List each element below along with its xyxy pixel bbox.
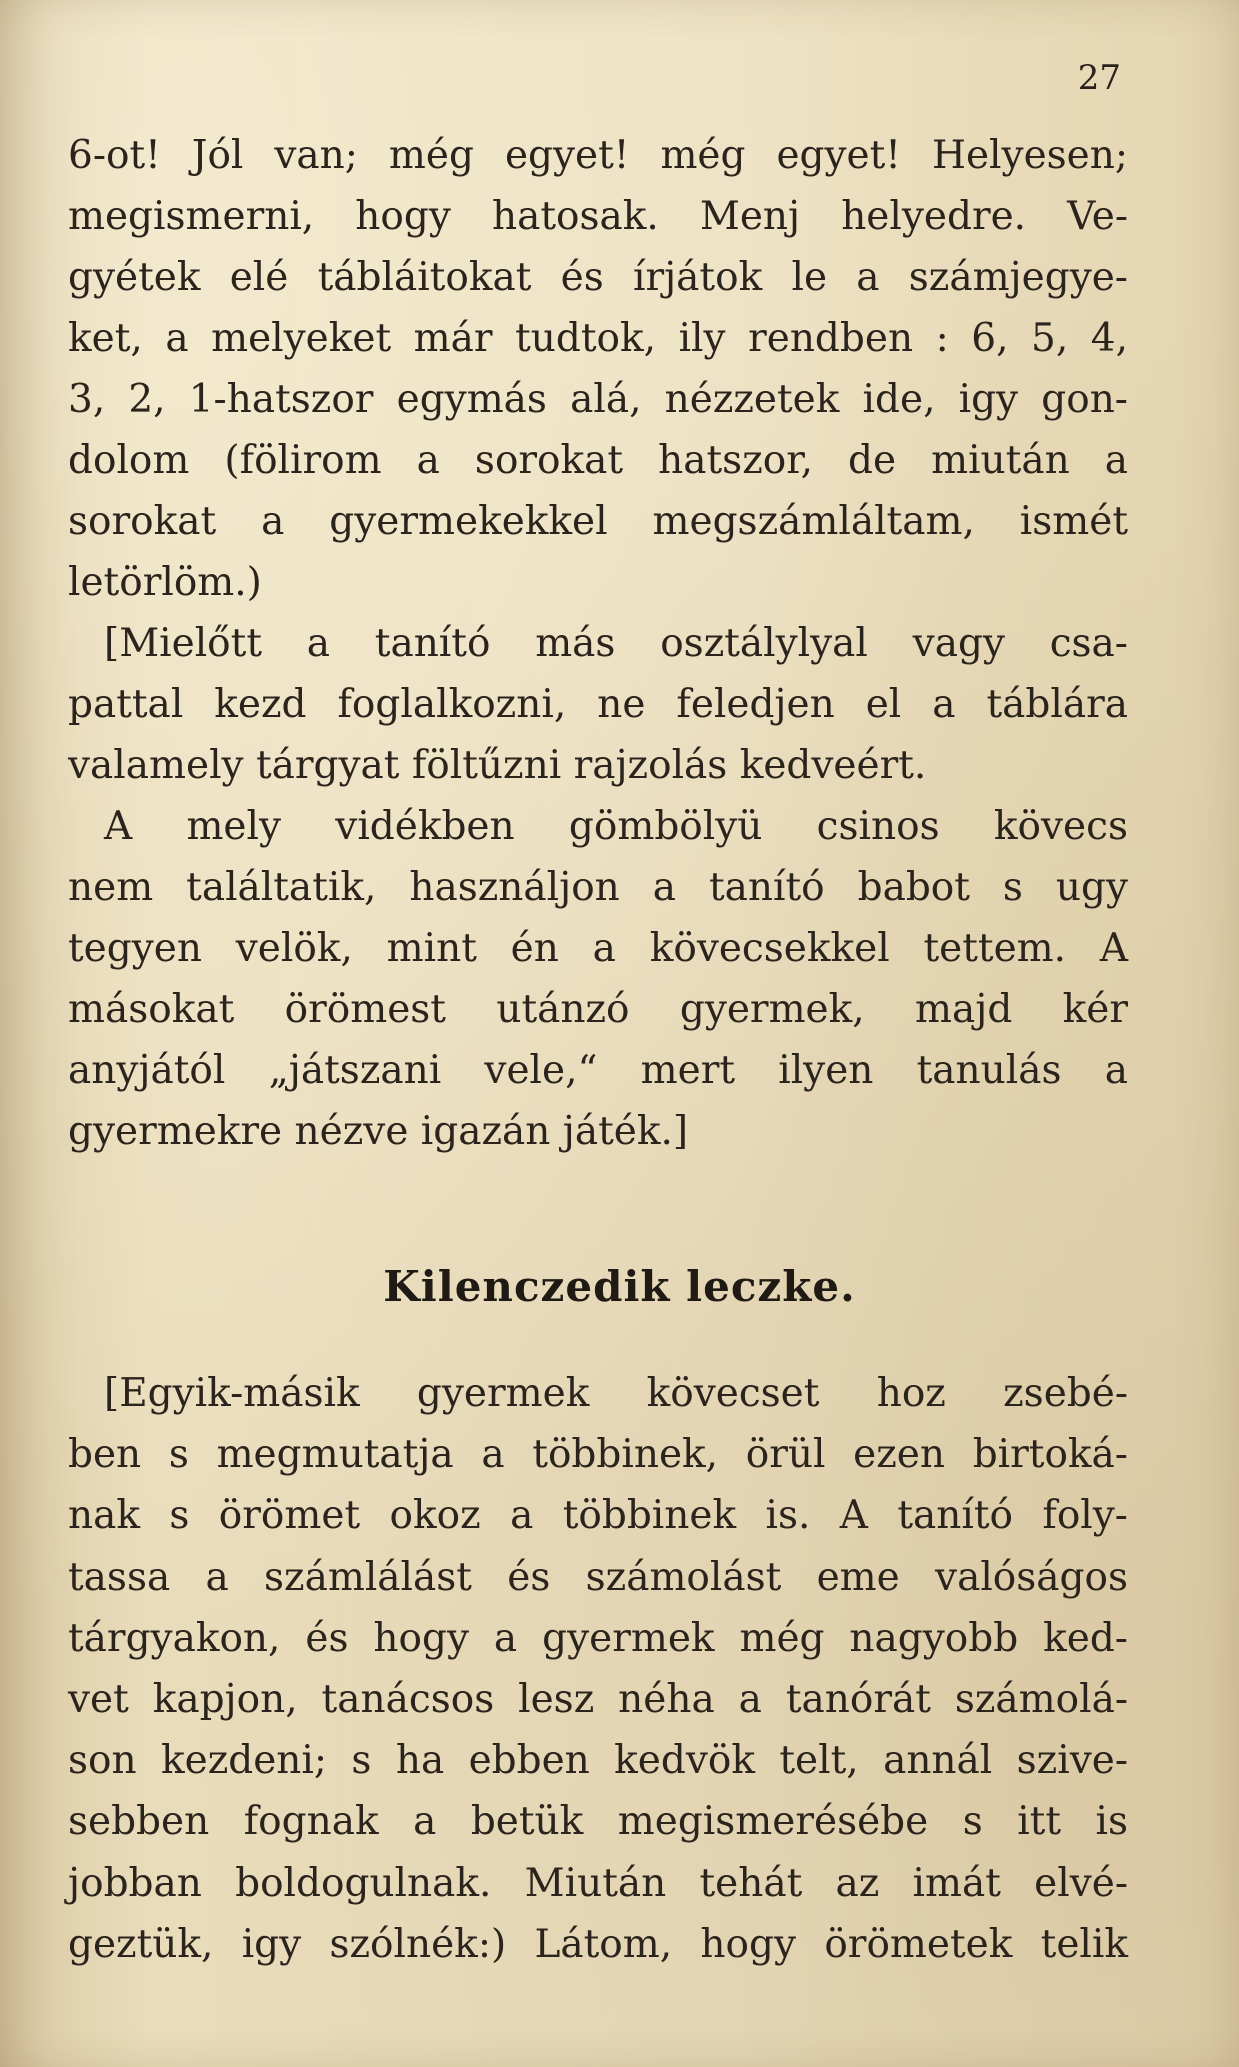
text-line: [Mielőtt a tanító más osztálylyal vagy csa- xyxy=(104,621,1128,666)
lower-text-block xyxy=(68,1363,1128,1975)
text-line: tárgyakon, és hogy a gyermek még nagyobb ked- xyxy=(68,1615,1128,1661)
text-line: gyétek elé tábláitokat és írjátok le a számjegye- xyxy=(68,255,1128,300)
text-line: [Egyik-másik gyermek kövecset hoz zsebé- xyxy=(104,1371,1128,1416)
text-line: 6-ot! Jól van; még egyet! még egyet! Helyesen; xyxy=(68,133,1128,178)
text-line: pattal kezd foglalkozni, ne feledjen el a táblára xyxy=(68,682,1128,727)
text-line: sebben fognak a betük megismerésébe s itt is xyxy=(68,1799,1128,1845)
text-line: megismerni, hogy hatosak. Menj helyedre. Ve- xyxy=(68,194,1128,239)
text-line: sorokat a gyermekekkel megszámláltam, ismét xyxy=(68,499,1128,544)
text-line: letörlöm.) xyxy=(68,560,262,605)
text-line: nak s örömet okoz a többinek is. A tanító foly- xyxy=(68,1493,1128,1539)
text-line: ket, a melyeket már tudtok, ily rendben : 6, 5, 4, xyxy=(68,316,1128,361)
text-line: anyjától „játszani vele,“ mert ilyen tanulás a xyxy=(68,1048,1128,1093)
text-line: vet kapjon, tanácsos lesz néha a tanórát számolá- xyxy=(68,1676,1128,1722)
section-heading: Kilenczedik leczke. xyxy=(383,1262,856,1311)
text-line: 3, 2, 1-hatszor egymás alá, nézzetek ide, igy gon- xyxy=(68,377,1128,422)
text-line: dolom (fölirom a sorokat hatszor, de miután a xyxy=(68,438,1128,483)
text-line: valamely tárgyat föltűzni rajzolás kedveért. xyxy=(68,743,927,788)
text-line: geztük, igy szólnék:) Látom, hogy örömetek telik xyxy=(68,1921,1128,1967)
text-line: son kezdeni; s ha ebben kedvök telt, annál szive- xyxy=(68,1738,1128,1784)
text-line: tassa a számlálást és számolást eme valóságos xyxy=(68,1554,1128,1600)
text-line: gyermekre nézve igazán játék.] xyxy=(68,1109,689,1154)
text-line: A mely vidékben gömbölyü csinos kövecs xyxy=(104,804,1128,849)
text-line: ben s megmutatja a többinek, örül ezen birtoká- xyxy=(68,1432,1128,1478)
text-line: tegyen velök, mint én a kövecsekkel tettem. A xyxy=(68,926,1128,971)
upper-text-block xyxy=(68,125,1128,1162)
text-line: másokat örömest utánzó gyermek, majd kér xyxy=(68,987,1128,1032)
page-number: 27 xyxy=(1077,58,1121,98)
text-line: jobban boldogulnak. Miután tehát az imát elvé- xyxy=(68,1860,1128,1906)
text-line: nem találtatik, használjon a tanító babot s ugy xyxy=(68,865,1128,910)
